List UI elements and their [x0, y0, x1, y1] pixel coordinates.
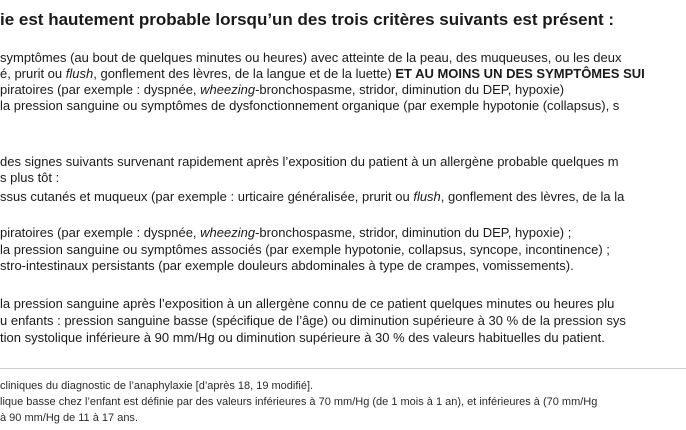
criterion2-line4-text-b: -bronchospasme, stridor, diminution du DEP, hypoxie) ;	[255, 225, 572, 240]
criterion3-line3	[0, 330, 686, 346]
criterion1-line2-text-b: , gonflement des lèvres, de la langue et de la luette)	[93, 66, 396, 81]
criterion1-line4-text: la pression sanguine ou symptômes de dysfonctionnement organique (par exemple hypotonie (collapsus), s	[0, 98, 620, 113]
criterion2-line6	[0, 258, 686, 274]
criterion3-line2-text: u enfants : pression sanguine basse (spécifique de l’âge) ou diminution supérieure à 30 % de la pression sys	[0, 313, 626, 328]
criterion2-line3-italic: flush	[413, 189, 441, 204]
criterion1-line2-italic: flush	[65, 66, 94, 81]
criterion3-line3-text: tion systolique inférieure à 90 mm/Hg ou diminution supérieure à 30 % des valeurs habituelles du patient.	[0, 330, 605, 345]
criterion1-line1	[0, 50, 686, 66]
footnote-line2-text: lique basse chez l’enfant est définie par des valeurs inférieures à 70 mm/Hg (de 1 mois à 1 an), et inférieures à (70 mm/Hg	[0, 396, 598, 408]
criterion1-line3-text-a: piratoires (par exemple : dyspnée,	[0, 82, 201, 97]
criterion3-line1	[0, 296, 686, 312]
criterion2-line5	[0, 242, 686, 258]
criterion3-line2	[0, 313, 686, 329]
criterion2-line4-text-a: piratoires (par exemple : dyspnée,	[0, 225, 201, 240]
criterion1-line2-text-a: é, prurit ou	[0, 66, 66, 81]
criteria-title: ie est hautement probable lorsqu’un des trois critères suivants est présent :	[0, 10, 615, 29]
criterion1-line3-text-b: -bronchospasme, stridor, diminution du DEP, hypoxie)	[255, 82, 565, 97]
criterion3-line1-text: la pression sanguine après l’exposition à un allergène connu de ce patient quelques minutes ou heures plu	[0, 296, 615, 311]
criterion2-line4	[0, 225, 686, 241]
criterion2-line3-text-a: ssus cutanés et muqueux (par exemple : urticaire généralisée, prurit ou	[0, 189, 414, 204]
footnote-line1-text: cliniques du diagnostic de l’anaphylaxie [d’après 18, 19 modifié].	[0, 380, 314, 392]
footnote-line3	[0, 412, 686, 424]
criterion1-line1-text: symptômes (au bout de quelques minutes ou heures) avec atteinte de la peau, des muqueuses, ou les deux	[0, 50, 622, 65]
criterion1-line3	[0, 82, 686, 98]
criterion1-line2	[0, 66, 686, 82]
criterion2-line1-text: des signes suivants survenant rapidement après l’exposition du patient à un allergène probable quelques m	[0, 154, 619, 169]
footnote-line3-text: à 90 mm/Hg de 11 à 17 ans.	[0, 412, 138, 424]
criterion2-line2	[0, 170, 686, 186]
criterion2-line3-text-b: , gonflement des lèvres, de la la	[440, 189, 625, 204]
criterion2-line3	[0, 189, 686, 205]
criterion2-line6-text: stro-intestinaux persistants (par exemple douleurs abdominales à type de crampes, vomissements).	[0, 258, 574, 273]
criterion2-line2-text: s plus tôt :	[0, 170, 60, 185]
criterion2-line4-italic: wheezing	[200, 225, 256, 240]
criterion1-line4	[0, 98, 686, 114]
footnote-line2	[0, 396, 686, 408]
criterion2-line5-text: la pression sanguine ou symptômes associés (par exemple hypotonie, collapsus, syncope, incontinence) ;	[0, 242, 610, 257]
criterion1-line3-italic: wheezing	[200, 82, 256, 97]
footnote-line1	[0, 380, 686, 392]
criterion1-line2-bold: ET AU MOINS UN DES SYMPTÔMES SUI	[395, 66, 645, 81]
criterion2-line1	[0, 154, 686, 170]
